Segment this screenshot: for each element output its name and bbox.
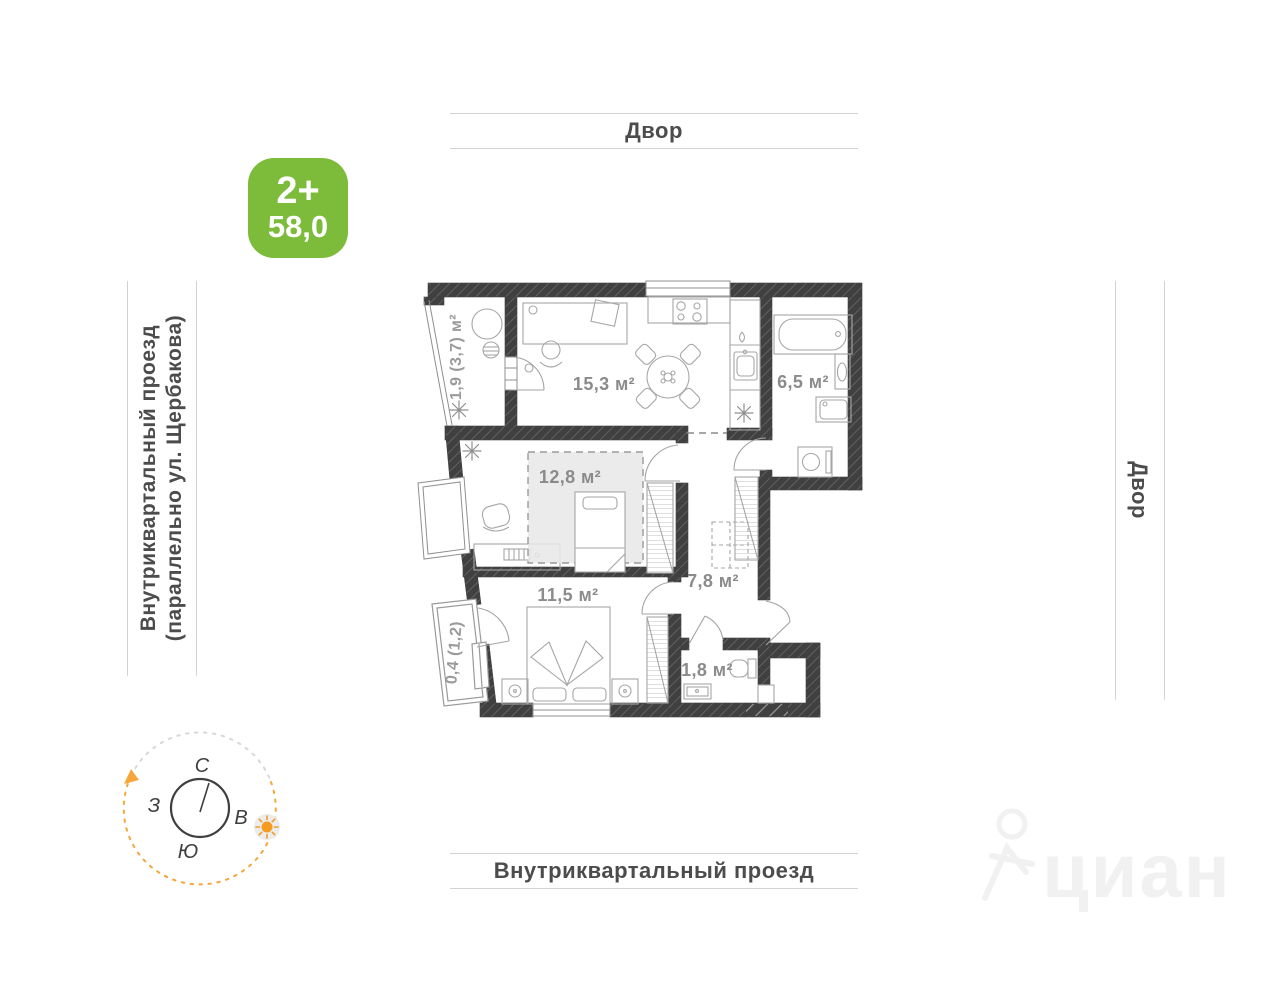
entrance-porch-hatch xyxy=(746,704,788,716)
street-label-right-text: Двор xyxy=(1126,461,1152,519)
compass-south: Ю xyxy=(177,841,199,863)
door-balcony-bottom xyxy=(477,608,509,647)
faucet-icon xyxy=(740,332,745,342)
street-label-bottom: Внутриквартальный проезд xyxy=(493,858,815,883)
compass-west: З xyxy=(147,795,161,817)
compass-north: С xyxy=(194,755,210,777)
street-line-top-1 xyxy=(450,113,858,114)
street-line-bottom-2 xyxy=(450,888,858,889)
floor-plan xyxy=(400,270,880,730)
street-line-right-2 xyxy=(1164,281,1165,700)
room-bed-over xyxy=(575,492,625,572)
balcony-top-glazing xyxy=(424,301,447,426)
pouf-icon xyxy=(483,342,499,358)
street-label-left xyxy=(132,228,192,728)
kitchen-counter-top-icon xyxy=(648,297,730,324)
street-label-top: Двор xyxy=(625,118,683,143)
door-bathroom xyxy=(734,438,766,470)
snowflake-icon xyxy=(463,442,481,460)
street-label-left-line2: (параллельно ул. Щербакова) xyxy=(163,314,186,642)
label-bedroom-main: 12,8 м² xyxy=(538,467,602,487)
label-hallway: 7,8 м² xyxy=(687,571,739,591)
wc-toilet-icon xyxy=(730,659,756,678)
label-balcony-top: 1,9 (3,7) м² xyxy=(448,314,465,400)
nightstand-icon xyxy=(612,679,638,704)
door-room-main xyxy=(645,445,680,481)
desk-icon xyxy=(523,300,627,372)
dining-table-icon xyxy=(634,343,702,410)
door-bedroom xyxy=(642,582,674,614)
pillow-icon xyxy=(533,688,566,701)
street-line-left-2 xyxy=(196,281,197,676)
keyboard-icon xyxy=(504,549,530,560)
balcony-table-icon xyxy=(472,309,502,339)
balcony-top-door-frame xyxy=(505,357,517,390)
bathtub-icon xyxy=(774,315,852,354)
entrance-threshold xyxy=(758,685,774,703)
watermark-text: циан xyxy=(1042,829,1232,914)
label-bedroom-second: 11,5 м² xyxy=(537,585,599,605)
label-bathroom: 6,5 м² xyxy=(777,372,829,392)
watermark-person-icon xyxy=(985,811,1032,898)
label-kitchen-living: 15,3 м² xyxy=(572,374,636,394)
street-label-right xyxy=(1127,430,1151,550)
kitchen-counter-right-icon xyxy=(730,300,760,430)
label-wc: 1,8 м² xyxy=(681,660,733,680)
bath-toilet-icon xyxy=(798,447,832,477)
watermark xyxy=(930,790,1280,930)
desk-chair-icon xyxy=(481,502,512,530)
compass xyxy=(108,722,298,907)
apartment-badge xyxy=(248,158,348,258)
street-label-left-line1: Внутриквартальный проезд xyxy=(136,324,160,632)
nightstand-icon xyxy=(502,679,528,704)
bedroom-bed-icon xyxy=(527,607,610,704)
street-line-left-1 xyxy=(127,281,128,676)
street-line-top-2 xyxy=(450,148,858,149)
badge-area-value: 58,0 xyxy=(267,208,329,244)
vent-icon xyxy=(735,404,753,422)
sun-path-arrow-icon xyxy=(124,769,139,784)
compass-dial xyxy=(171,779,229,837)
compass-east: В xyxy=(234,807,248,829)
door-wc xyxy=(689,616,723,644)
street-line-right-1 xyxy=(1115,281,1116,700)
street-line-bottom-1 xyxy=(450,853,858,854)
pillow-icon xyxy=(573,688,606,701)
washer-icon xyxy=(816,397,851,422)
wc-sink-icon xyxy=(684,684,711,699)
snowflake-icon xyxy=(450,401,468,419)
label-balcony-bottom: 0,4 (1,2) xyxy=(443,620,466,685)
badge-rooms-count: 2+ xyxy=(276,169,320,212)
sun-icon xyxy=(254,814,280,840)
